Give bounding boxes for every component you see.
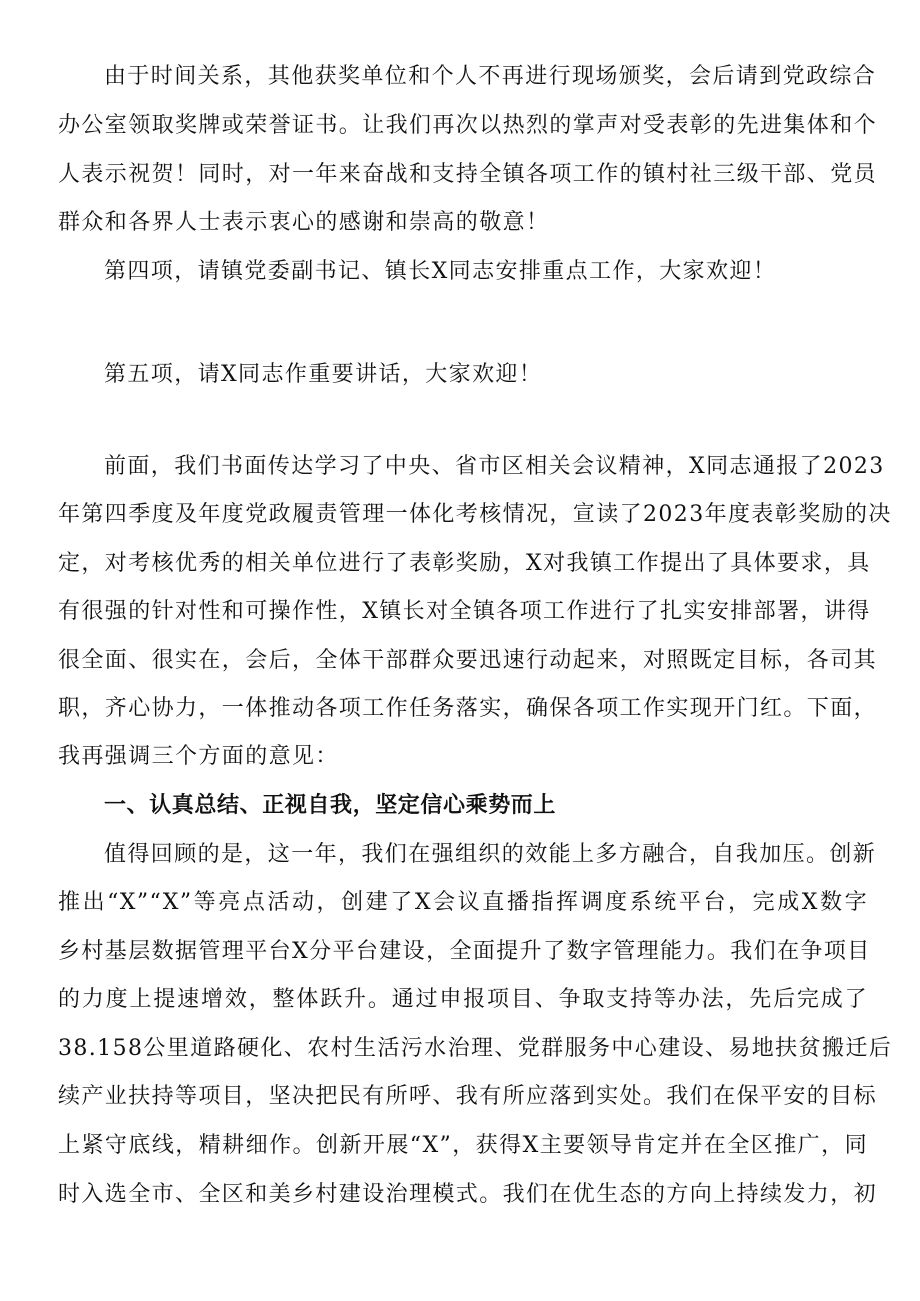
paragraph-line: 很全面、很实在，会后，全体干部群众要迅速行动起来，对照既定目标，各司其 bbox=[58, 648, 878, 673]
paragraph-line: 值得回顾的是，这一年，我们在强组织的效能上多方融合，自我加压。创新 bbox=[104, 842, 877, 867]
paragraph-line: 由于时间关系，其他获奖单位和个人不再进行现场颁奖，会后请到党政综合 bbox=[104, 64, 877, 89]
paragraph-line: 人表示祝贺！同时，对一年来奋战和支持全镇各项工作的镇村社三级干部、党员 bbox=[58, 162, 878, 187]
paragraph-line: 有很强的针对性和可操作性，X镇长对全镇各项工作进行了扎实安排部署，讲得 bbox=[58, 599, 871, 624]
paragraph-line: 乡村基层数据管理平台X分平台建设，全面提升了数字管理能力。我们在争项目 bbox=[58, 939, 871, 964]
paragraph-line: 群众和各界人士表示衷心的感谢和崇高的敬意！ bbox=[58, 210, 550, 235]
paragraph-line: 办公室领取奖牌或荣誉证书。让我们再次以热烈的掌声对受表彰的先进集体和个 bbox=[58, 113, 878, 138]
paragraph-line: 的力度上提速增效，整体跃升。通过申报项目、争取支持等办法，先后完成了 bbox=[58, 987, 868, 1012]
section-heading: 一、认真总结、正视自我，坚定信心乘势而上 bbox=[104, 793, 557, 818]
paragraph-line: 时入选全市、全区和美乡村建设治理模式。我们在优生态的方向上持续发力，初 bbox=[58, 1182, 878, 1207]
paragraph-line: 上紧守底线，精耕细作。创新开展“X”，获得X主要领导肯定并在全区推广，同 bbox=[58, 1133, 868, 1158]
paragraph-line: 第五项，请X同志作重要讲话，大家欢迎！ bbox=[104, 362, 543, 387]
paragraph-line: 职，齐心协力，一体推动各项工作任务落实，确保各项工作实现开门红。下面， bbox=[58, 696, 878, 721]
paragraph-line: 前面，我们书面传达学习了中央、省市区相关会议精神，X同志通报了2023 bbox=[104, 454, 885, 479]
paragraph-line: 我再强调三个方面的意见： bbox=[58, 744, 339, 769]
paragraph-line: 年第四季度及年度党政履责管理一体化考核情况，宣读了2023年度表彰奖励的决 bbox=[58, 502, 892, 527]
paragraph-line: 续产业扶持等项目，坚决把民有所呼、我有所应落到实处。我们在保平安的目标 bbox=[58, 1084, 878, 1109]
paragraph-line: 定，对考核优秀的相关单位进行了表彰奖励，X对我镇工作提出了具体要求，具 bbox=[58, 551, 871, 576]
paragraph-line: 第四项，请镇党委副书记、镇长X同志安排重点工作，大家欢迎！ bbox=[104, 259, 777, 284]
paragraph-line: 38.158公里道路硬化、农村生活污水治理、党群服务中心建设、易地扶贫搬迁后 bbox=[58, 1036, 893, 1061]
paragraph-line: 推出“X”“X”等亮点活动，创建了X会议直播指挥调度系统平台，完成X数字 bbox=[58, 890, 868, 915]
